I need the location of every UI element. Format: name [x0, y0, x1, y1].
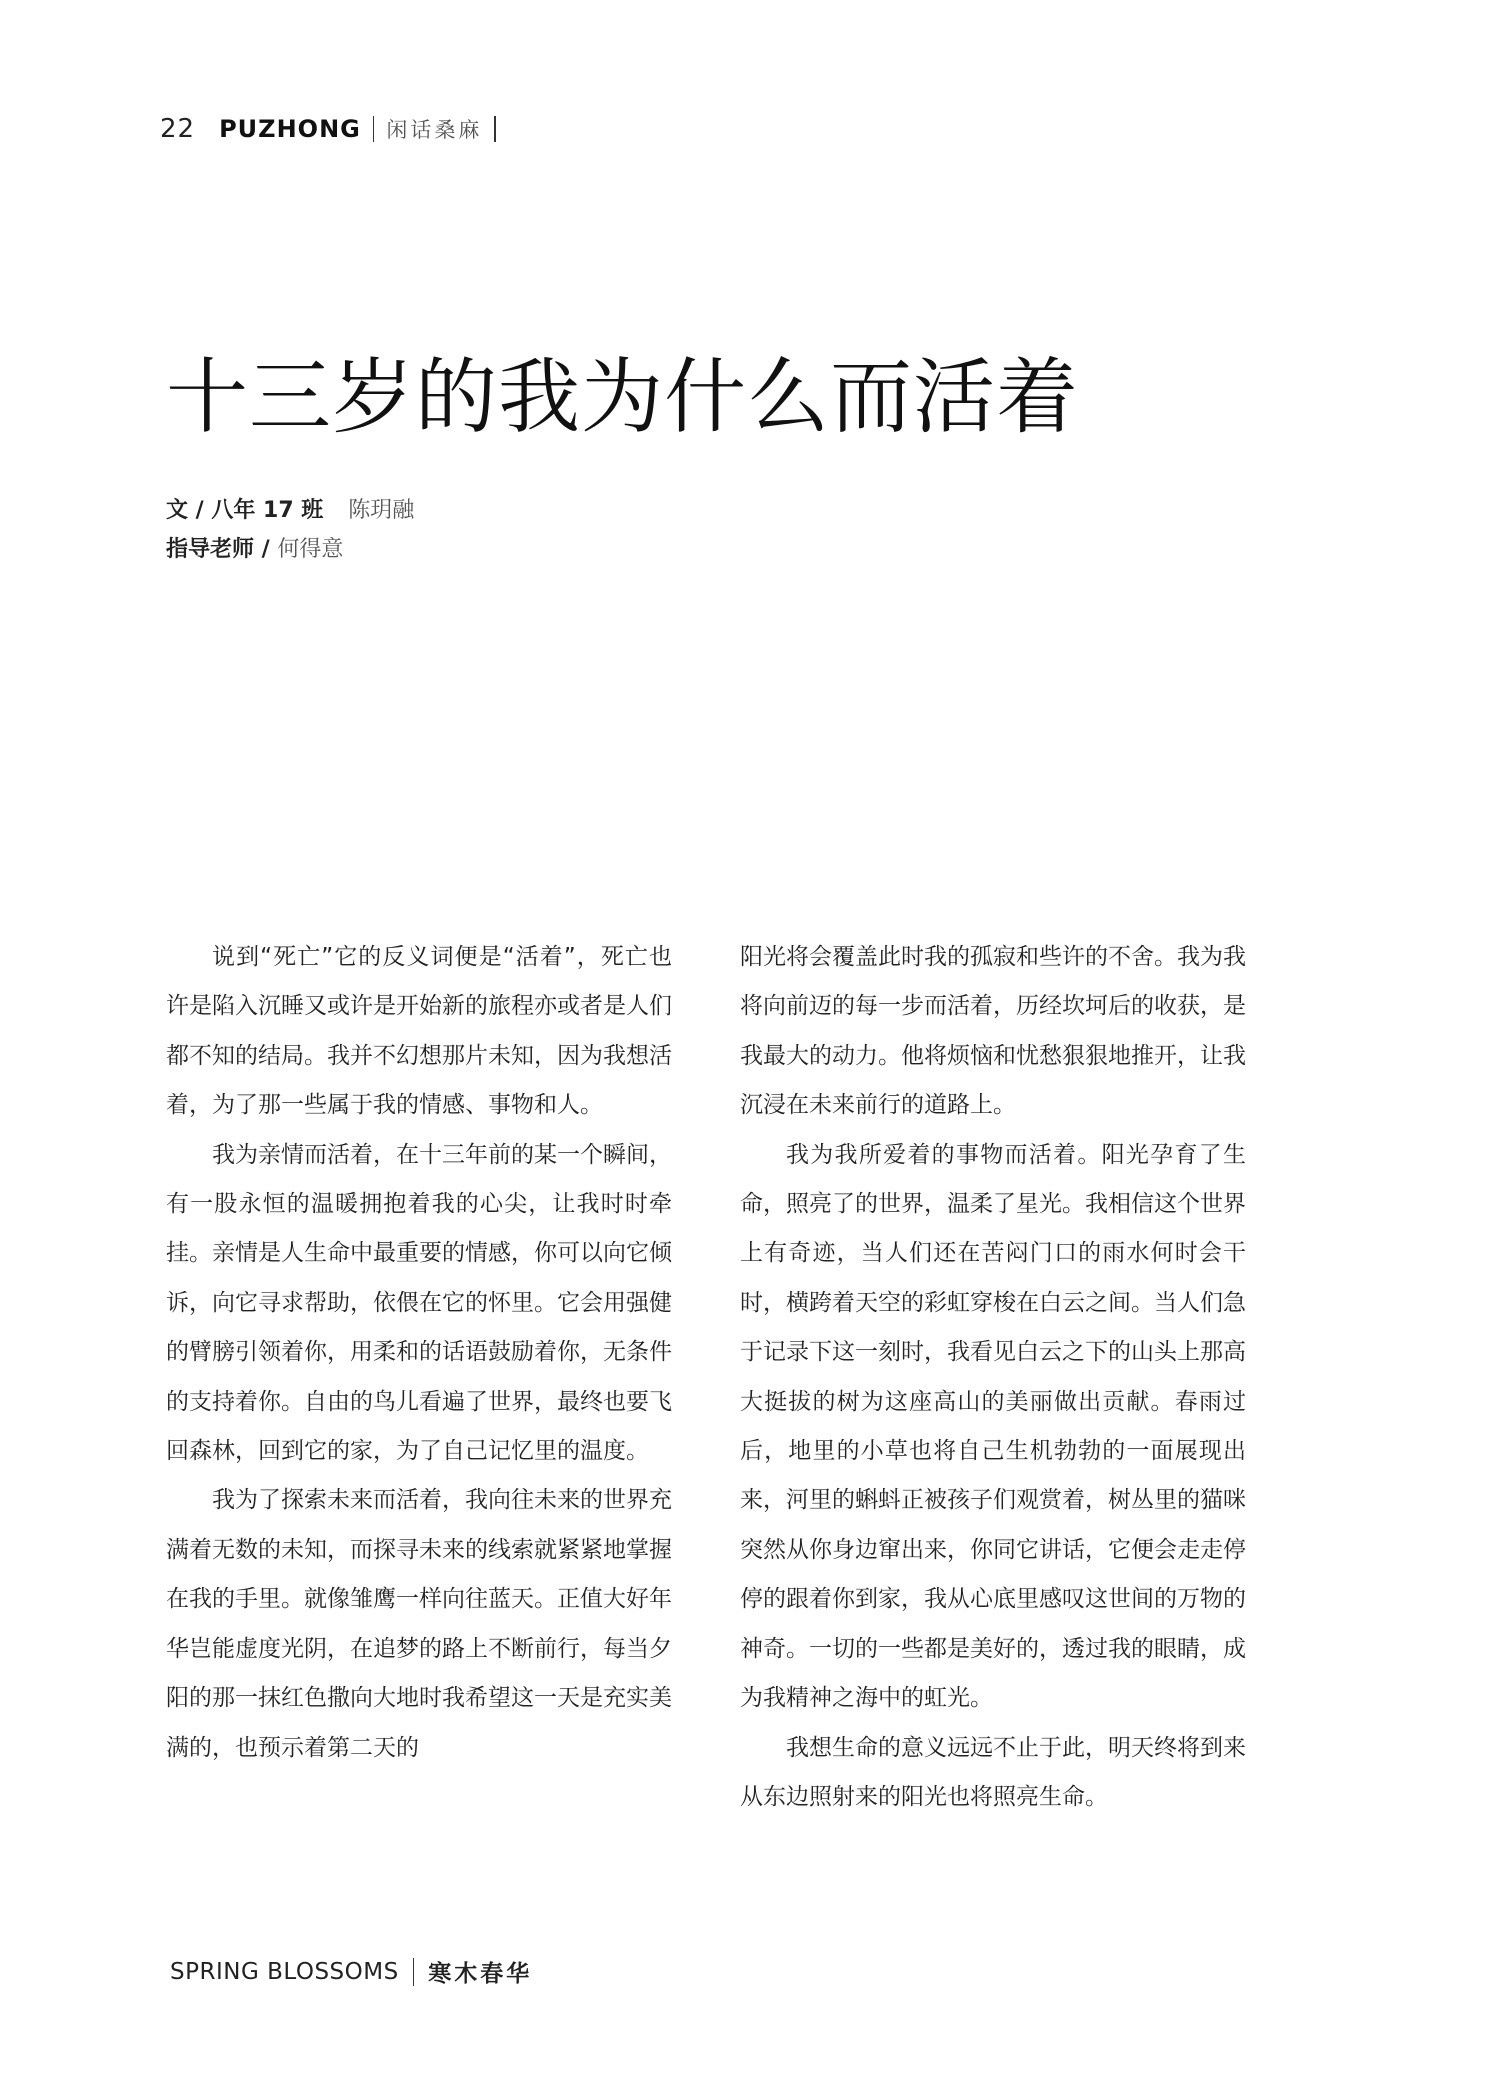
article-column-right [740, 933, 1246, 1822]
footer-english-title: SPRING BLOSSOMS [170, 1958, 399, 1985]
header-divider-end [494, 116, 496, 142]
paragraph: 我为亲情而活着，在十三年前的某一个瞬间，有一股永恒的温暖拥抱着我的心尖，让我时时牵挂。亲情是人生命中最重要的情感，你可以向它倾诉，向它寻求帮助，依偎在它的怀里。它会用强健的臂膀引领着你，用柔和的话语鼓励着你，无条件的支持着你。自由的鸟儿看遍了世界，最终也要飞回森林，回到它的家，为了自己记忆里的温度。 [166, 1141, 672, 1465]
article-column-left [166, 933, 672, 1773]
section-name: 闲话桑麻 [386, 118, 483, 142]
paragraph: 我为我所爱着的事物而活着。阳光孕育了生命，照亮了的世界，温柔了星光。我相信这个世界上有奇迹，当人们还在苦闷门口的雨水何时会干时，横跨着天空的彩虹穿梭在白云之间。当人们急于记录下这一刻时，我看见白云之下的山头上那高大挺拔的树为这座高山的美丽做出贡献。春雨过后，地里的小草也将自己生机勃勃的一面展现出来，河里的蝌蚪正被孩子们观赏着，树丛里的猫咪突然从你身边窜出来，你同它讲话，它便会走走停停的跟着你到家，我从心底里感叹这世间的万物的神奇。一切的一些都是美好的，透过我的眼睛，成为我精神之海中的虹光。 [740, 1141, 1246, 1712]
advisor-prefix: 指导老师 / [166, 537, 278, 562]
header-divider [373, 116, 375, 142]
advisor-name: 何得意 [277, 537, 344, 562]
footer-chinese-title: 寒木春华 [428, 1961, 533, 1987]
page-number: 22 [160, 114, 196, 144]
page-header [160, 114, 508, 144]
author-line [166, 493, 414, 524]
paragraph-continued: 阳光将会覆盖此时我的孤寂和些许的不舍。我为我将向前迈的每一步而活着，历经坎坷后的收获，是我最大的动力。他将烦恼和忧愁狠狠地推开，让我沉浸在未来前行的道路上。 [740, 944, 1246, 1119]
footer-divider [413, 1958, 415, 1986]
article-title: 十三岁的我为什么而活着 [166, 350, 1080, 445]
page-footer [170, 1955, 532, 1988]
paragraph: 我想生命的意义远远不止于此，明天终将到来从东边照射来的阳光也将照亮生命。 [740, 1734, 1246, 1810]
paragraph: 说到“死亡”它的反义词便是“活着”，死亡也许是陷入沉睡又或许是开始新的旅程亦或者是人们都不知的结局。我并不幻想那片未知，因为我想活着，为了那一些属于我的情感、事物和人。 [166, 944, 672, 1119]
paragraph: 我为了探索未来而活着，我向往未来的世界充满着无数的未知，而探寻未来的线索就紧紧地掌握在我的手里。就像雏鹰一样向往蓝天。正值大好年华岂能虚度光阴，在追梦的路上不断前行，每当夕阳的那一抹红色撒向大地时我希望这一天是充实美满的，也预示着第二天的 [166, 1487, 672, 1761]
author-name: 陈玥融 [348, 498, 415, 523]
author-prefix: 文 / 八年 17 班 [166, 498, 324, 523]
magazine-name: PUZHONG [219, 115, 361, 143]
advisor-line [166, 532, 343, 563]
